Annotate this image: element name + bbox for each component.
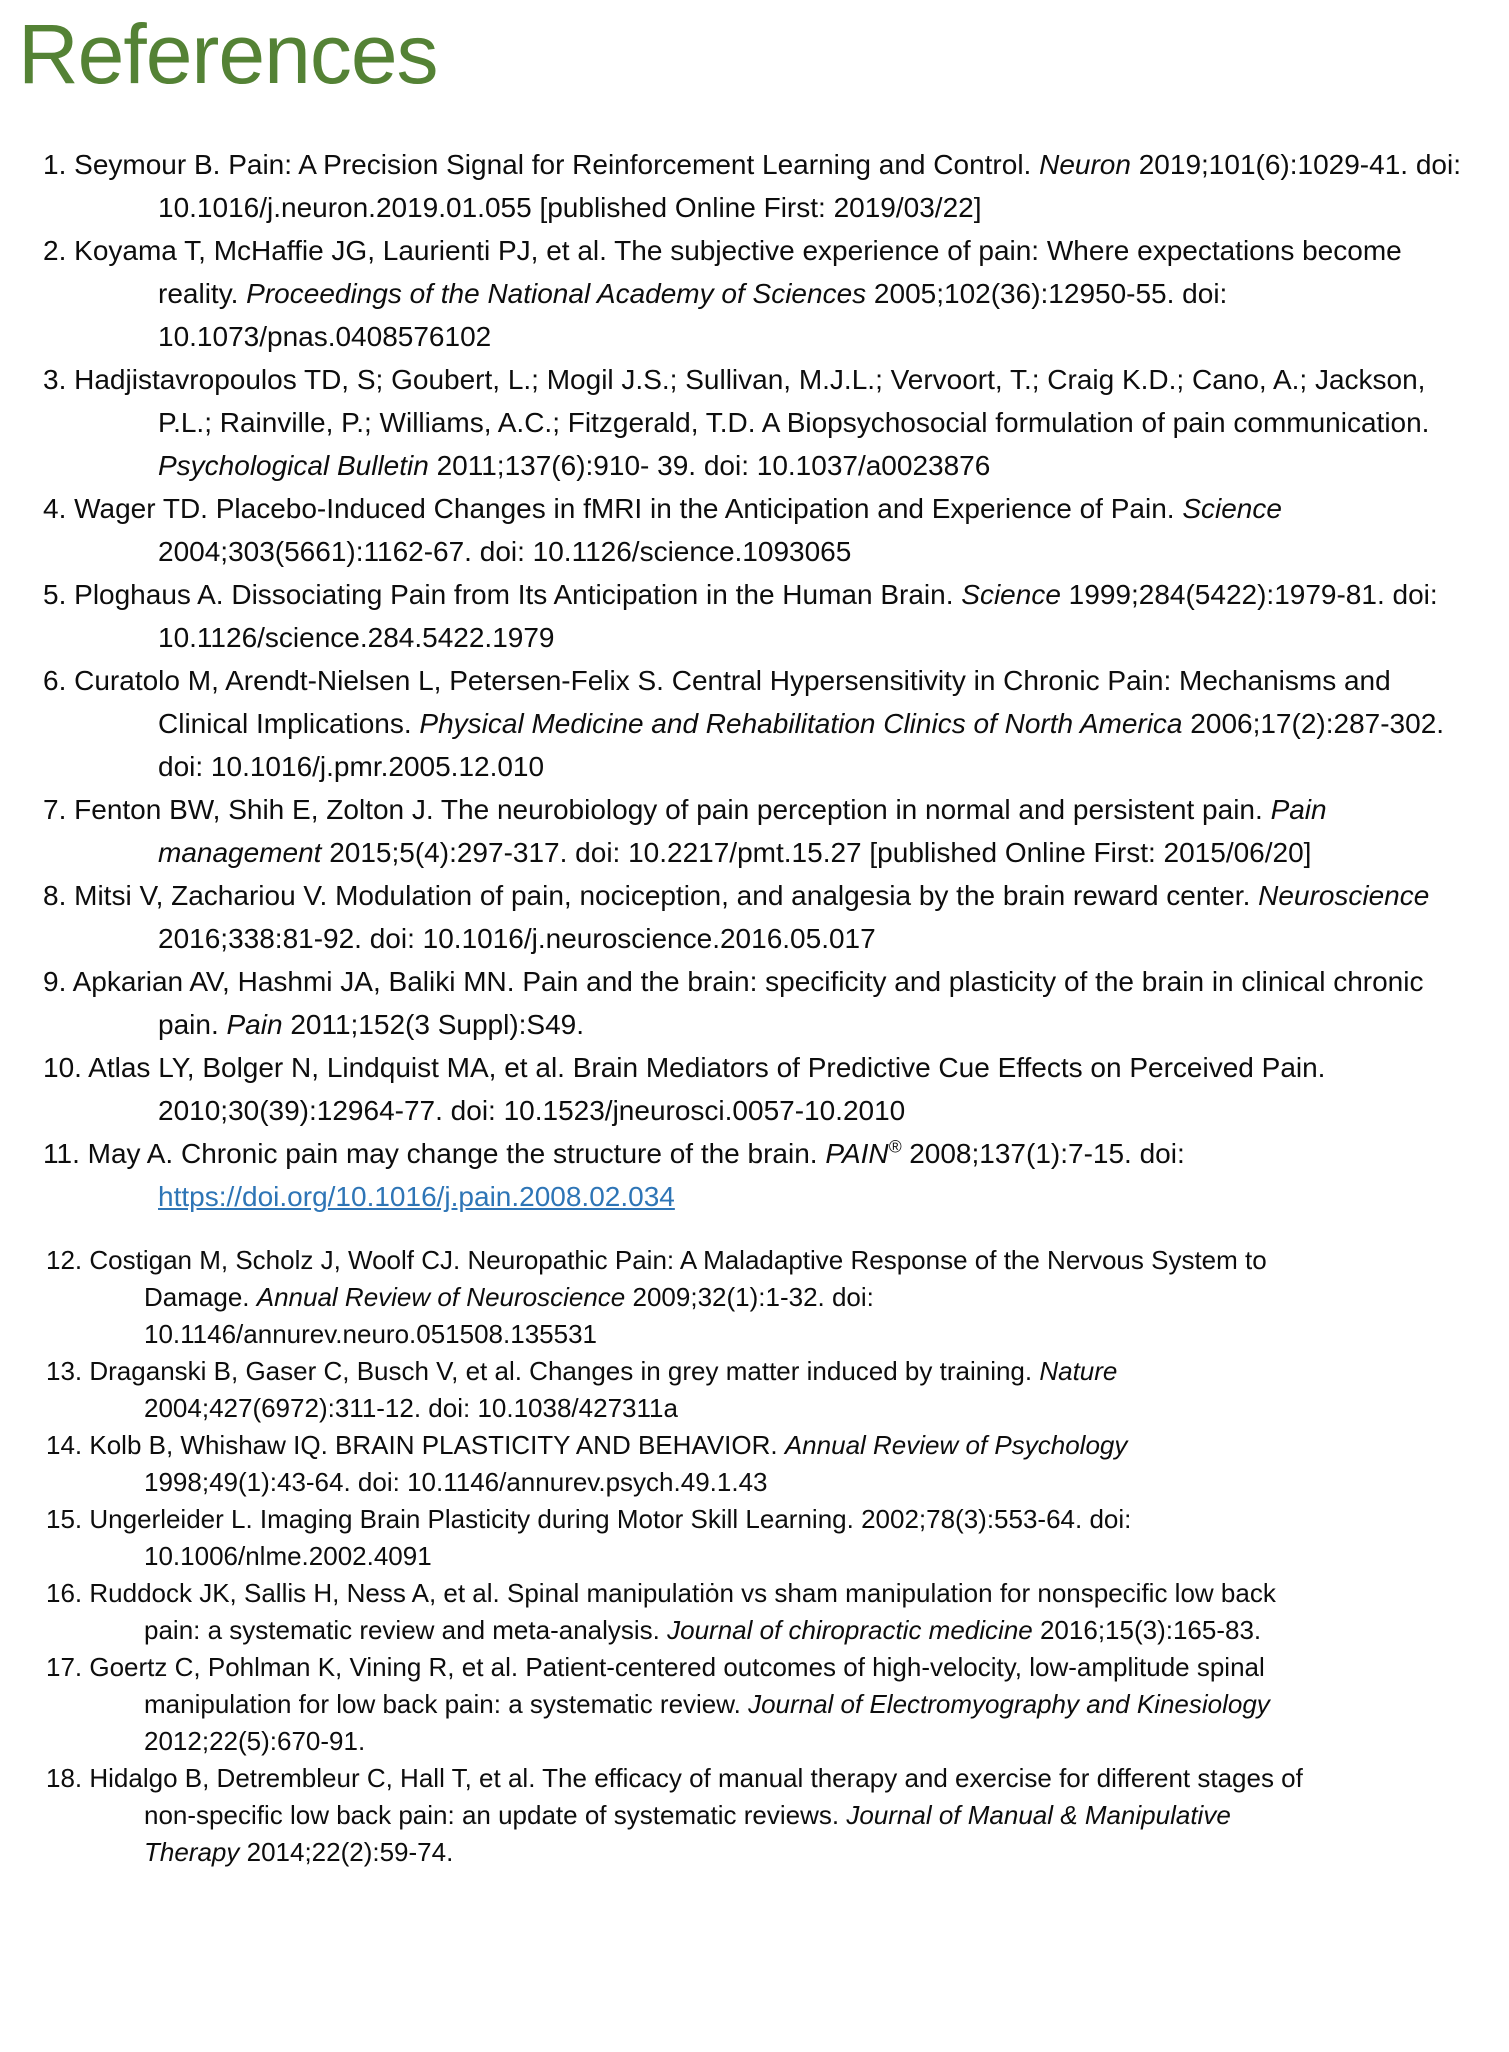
reference-item (18, 788, 1483, 874)
reference-text: Wager TD. Placebo-Induced Changes in fMRI in the Anticipation and Experience of Pain. (74, 492, 1183, 524)
reference-text: Mitsi V, Zachariou V. Modulation of pain, nociception, and analgesia by the brain reward center. (74, 879, 1259, 911)
reference-item (18, 229, 1483, 358)
reference-text: Koyama T, McHaffie JG, Laurienti PJ, et al. The subjective experience of pain: Where expectations become reality. (74, 234, 1402, 309)
reference-text: PAIN (825, 1137, 889, 1169)
page-title: References (18, 7, 438, 101)
reference-number: 5. (43, 578, 75, 610)
reference-text: 2009;32(1):1-32. doi: 10.1146/annurev.neuro.051508.135531 (144, 1281, 874, 1349)
reference-number: 12. (46, 1244, 90, 1275)
reference-text: Kolb B, Whishaw IQ. BRAIN PLASTICITY AND BEHAVIOR. (89, 1429, 785, 1460)
reference-list-secondary (18, 1242, 1303, 1871)
reference-text: Nature (1039, 1355, 1118, 1386)
reference-item (18, 960, 1483, 1046)
reference-text: Ungerleider L. Imaging Brain Plasticity during Motor Skill Learning. 2002;78(3):553-64. doi: 10.1006/nlme.2002.4091 (89, 1503, 1132, 1571)
reference-text: Science (1182, 492, 1282, 524)
reference-text: 2004;427(6972):311-12. doi: 10.1038/427311a (144, 1392, 678, 1423)
reference-text: Science (961, 578, 1061, 610)
reference-text: Draganski B, Gaser C, Busch V, et al. Changes in grey matter induced by training. (89, 1355, 1040, 1386)
reference-text: Goertz C, Pohlman K, Vining R, et al. Patient-centered outcomes of high-velocity, low-amplitude spinal manipulation for low back pain: a systematic review. (89, 1651, 1265, 1719)
reference-text: 1998;49(1):43-64. doi: 10.1146/annurev.psych.49.1.43 (144, 1466, 768, 1497)
reference-text: Hadjistavropoulos TD, S; Goubert, L.; Mogil J.S.; Sullivan, M.J.L.; Vervoort, T.; Craig K.D.; Cano, A.; Jackson, P.L.; Rainville, P.; Williams, A.C.; Fitzgerald, T.D. A Biopsychosocial formulation of pain communication. (74, 363, 1430, 438)
reference-item (18, 874, 1483, 960)
reference-item (18, 487, 1483, 573)
reference-number: 13. (46, 1355, 90, 1386)
reference-text: Hidalgo B, Detrembleur C, Hall T, et al. The efficacy of manual therapy and exercise for different stages of non-specific low back pain: an update of systematic reviews. (89, 1762, 1303, 1830)
reference-item (18, 143, 1483, 229)
reference-text: ® (888, 1136, 902, 1157)
reference-number: 6. (43, 664, 75, 696)
reference-number: 3. (43, 363, 75, 395)
doi-link[interactable]: https://doi.org/10.1016/j.pain.2008.02.034 (158, 1180, 675, 1212)
reference-item (18, 1427, 1303, 1501)
reference-text: 2014;22(2):59-74. (239, 1836, 454, 1867)
reference-number: 4. (43, 492, 75, 524)
reference-number: 10. (43, 1051, 89, 1083)
reference-item (18, 1046, 1483, 1132)
reference-text: Curatolo M, Arendt-Nielsen L, Petersen-Felix S. Central Hypersensitivity in Chronic Pain: Mechanisms and Clinical Implications. (74, 664, 1391, 739)
reference-text: Journal of Manual & Manipulative Therapy (144, 1799, 1231, 1867)
reference-text: 2011;137(6):910- 39. doi: 10.1037/a0023876 (428, 449, 991, 481)
reference-number: 8. (43, 879, 75, 911)
reference-text: Fenton BW, Shih E, Zolton J. The neurobiology of pain perception in normal and persistent pain. (74, 793, 1271, 825)
reference-text: 2004;303(5661):1162-67. doi: 10.1126/science.1093065 (158, 535, 852, 567)
reference-text: Journal of Electromyography and Kinesiology (748, 1688, 1270, 1719)
reference-text: Seymour B. Pain: A Precision Signal for Reinforcement Learning and Control. (74, 148, 1040, 180)
reference-item (18, 1501, 1303, 1575)
reference-text: Costigan M, Scholz J, Woolf CJ. Neuropathic Pain: A Maladaptive Response of the Nervous System to Damage. (89, 1244, 1267, 1312)
reference-item (18, 659, 1483, 788)
reference-text: Ploghaus A. Dissociating Pain from Its Anticipation in the Human Brain. (74, 578, 962, 610)
reference-item (18, 1353, 1303, 1427)
reference-number: 17. (46, 1651, 90, 1682)
reference-item (18, 573, 1483, 659)
reference-item (18, 358, 1483, 487)
reference-text: Pain management (158, 793, 1327, 868)
reference-number: 16. (46, 1577, 90, 1608)
reference-number: 14. (46, 1429, 90, 1460)
reference-text: 2019;101(6):1029-41. doi: 10.1016/j.neuron.2019.01.055 [published Online First: 2019/03/22] (158, 148, 1461, 223)
reference-item (18, 1649, 1303, 1760)
reference-item (18, 1242, 1303, 1353)
reference-number: 2. (43, 234, 75, 266)
reference-item (18, 1132, 1483, 1218)
reference-text: Physical Medicine and Rehabilitation Clinics of North America (419, 707, 1183, 739)
reference-text: 2012;22(5):670-91. (144, 1725, 366, 1756)
reference-text: 2011;152(3 Suppl):S49. (282, 1008, 585, 1040)
reference-text: Neuron (1039, 148, 1131, 180)
reference-text: Ruddock JK, Sallis H, Ness A, et al. Spinal manipulatiȯn vs sham manipulation for nonspecific low back pain: a systematic review and meta-analysis. (89, 1577, 1276, 1645)
reference-text: 2016;338:81-92. doi: 10.1016/j.neuroscience.2016.05.017 (158, 922, 876, 954)
reference-text: Apkarian AV, Hashmi JA, Baliki MN. Pain and the brain: specificity and plasticity of the brain in clinical chronic pain. (72, 965, 1424, 1040)
reference-number: 11. (43, 1137, 88, 1169)
reference-text: Journal of chiropractic medicine (667, 1614, 1033, 1645)
reference-text: Neuroscience (1258, 879, 1430, 911)
reference-number: 7. (43, 793, 75, 825)
reference-text: 2015;5(4):297-317. doi: 10.2217/pmt.15.27 [published Online First: 2015/06/20] (321, 836, 1312, 868)
reference-text: Annual Review of Neuroscience (256, 1281, 626, 1312)
reference-number: 18. (46, 1762, 90, 1793)
reference-number: 15. (46, 1503, 90, 1534)
reference-text: Psychological Bulletin (158, 449, 429, 481)
reference-text: 2016;15(3):165-83. (1032, 1614, 1262, 1645)
reference-number: 9. (43, 965, 73, 997)
reference-item (18, 1575, 1303, 1649)
reference-text: Atlas LY, Bolger N, Lindquist MA, et al. Brain Mediators of Predictive Cue Effects on Perceived Pain. 2010;30(39):12964-77. doi: 10.1523/jneurosci.0057-10.2010 (88, 1051, 1326, 1126)
reference-number: 1. (43, 148, 75, 180)
reference-item (18, 1760, 1303, 1871)
reference-text: 1999;284(5422):1979-81. doi: 10.1126/science.284.5422.1979 (158, 578, 1438, 653)
reference-text: Pain (226, 1008, 283, 1040)
reference-text: 2008;137(1):7-15. doi: (901, 1137, 1185, 1169)
reference-text: 2005;102(36):12950-55. doi: 10.1073/pnas.0408576102 (158, 277, 1228, 352)
reference-list-primary (18, 143, 1483, 1218)
reference-text: May A. Chronic pain may change the structure of the brain. (87, 1137, 826, 1169)
reference-text: 2006;17(2):287-302. doi: 10.1016/j.pmr.2005.12.010 (158, 707, 1445, 782)
reference-text: Annual Review of Psychology (784, 1429, 1128, 1460)
reference-text: Proceedings of the National Academy of Sciences (246, 277, 867, 309)
